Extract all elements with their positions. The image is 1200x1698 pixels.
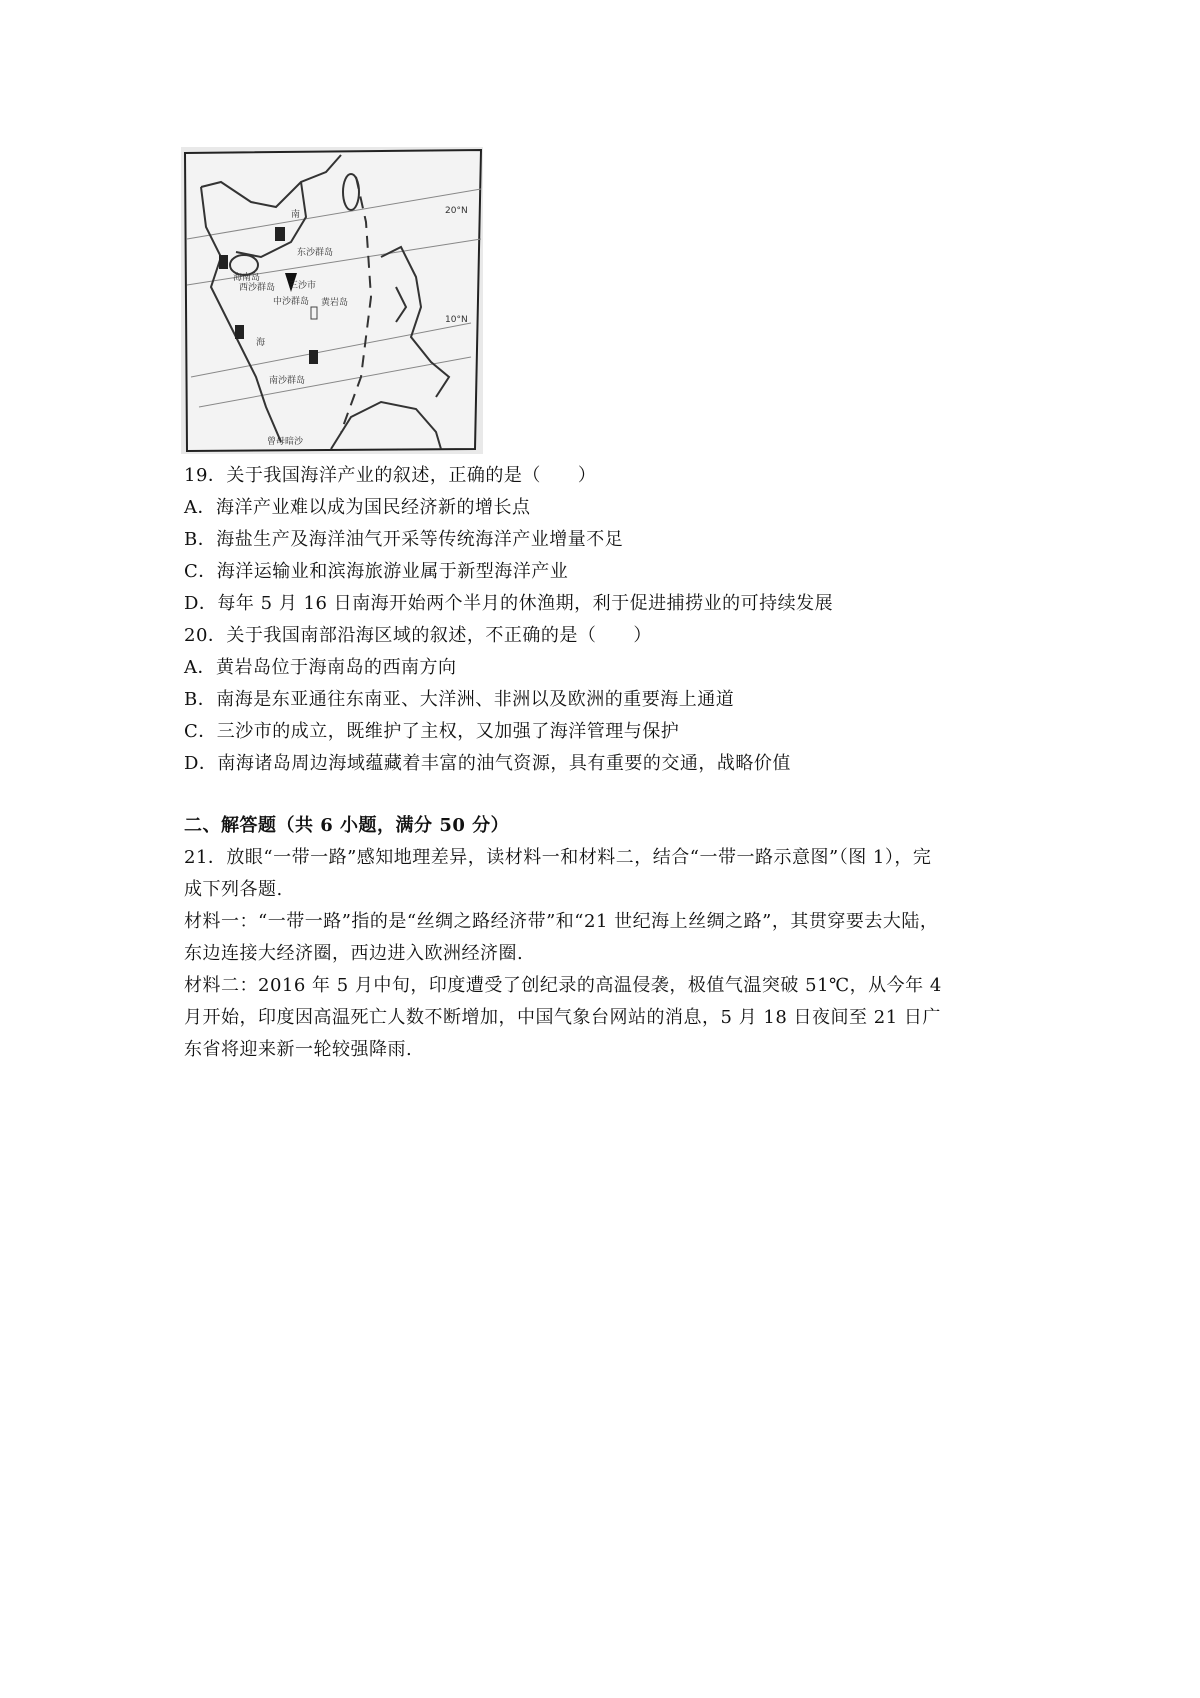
map-label-zengmu: 曾母暗沙 (267, 437, 304, 447)
q19-option-b: B．海盐生产及海洋油气开采等传统海洋产业增量不足 (184, 529, 624, 550)
material-2-line-3: 东省将迎来新一轮较强降雨. (184, 1039, 413, 1060)
q21-line-1: 21．放眼“一带一路”感知地理差异，读材料一和材料二，结合“一带一路示意图”（图 1），完 (184, 847, 932, 868)
map-label-lat20: 20°N (445, 206, 468, 216)
map-label-huangyan: 黄岩岛 (321, 298, 349, 308)
map-label-nan: 南 (291, 210, 301, 220)
q20-option-b: B．南海是东亚通往东南亚、大洋洲、非洲以及欧洲的重要海上通道 (184, 689, 735, 710)
q19-option-a: A．海洋产业难以成为国民经济新的增长点 (184, 497, 531, 518)
map-label-hai: 海 (256, 338, 266, 348)
map-graphic (181, 147, 483, 454)
section-heading: 二、解答题（共 6 小题，满分 50 分） (184, 815, 510, 836)
material-2-line-1: 材料二：2016 年 5 月中旬，印度遭受了创纪录的高温侵袭，极值气温突破 51℃，从今年 4 (184, 975, 942, 996)
q19-option-d: D．每年 5 月 16 日南海开始两个半月的休渔期，利于促进捕捞业的可持续发展 (184, 593, 834, 614)
map-label-nansha: 南沙群岛 (269, 376, 306, 386)
material-2-line-2: 月开始，印度因高温死亡人数不断增加，中国气象台网站的消息，5 月 18 日夜间至 21 日广 (184, 1007, 941, 1028)
q20-option-d: D．南海诸岛周边海域蕴藏着丰富的油气资源，具有重要的交通，战略价值 (184, 753, 791, 774)
material-1-line-1: 材料一：“一带一路”指的是“丝绸之路经济带”和“21 世纪海上丝绸之路”，其贯穿要去大陆， (184, 911, 939, 932)
q19-stem: 19．关于我国海洋产业的叙述，正确的是（ ） (184, 465, 597, 486)
q20-stem: 20．关于我国南部沿海区域的叙述，不正确的是（ ） (184, 625, 652, 646)
q19-option-c: C．海洋运输业和滨海旅游业属于新型海洋产业 (184, 561, 569, 582)
map-label-dongsha: 东沙群岛 (297, 248, 334, 258)
q20-option-a: A．黄岩岛位于海南岛的西南方向 (184, 657, 457, 678)
q21-line-2: 成下列各题. (184, 879, 283, 900)
map-label-lat10: 10°N (445, 315, 468, 325)
map-label-zhongsha: 中沙群岛 (273, 297, 310, 307)
map-label-sansha: 三沙市 (289, 281, 317, 291)
map-label-hainan: 海南岛 (233, 273, 261, 283)
q20-option-c: C．三沙市的成立，既维护了主权，又加强了海洋管理与保护 (184, 721, 680, 742)
map-label-xisha: 西沙群岛 (239, 283, 276, 293)
south-china-sea-map (181, 147, 483, 454)
material-1-line-2: 东边连接大经济圈，西边进入欧洲经济圈. (184, 943, 524, 964)
